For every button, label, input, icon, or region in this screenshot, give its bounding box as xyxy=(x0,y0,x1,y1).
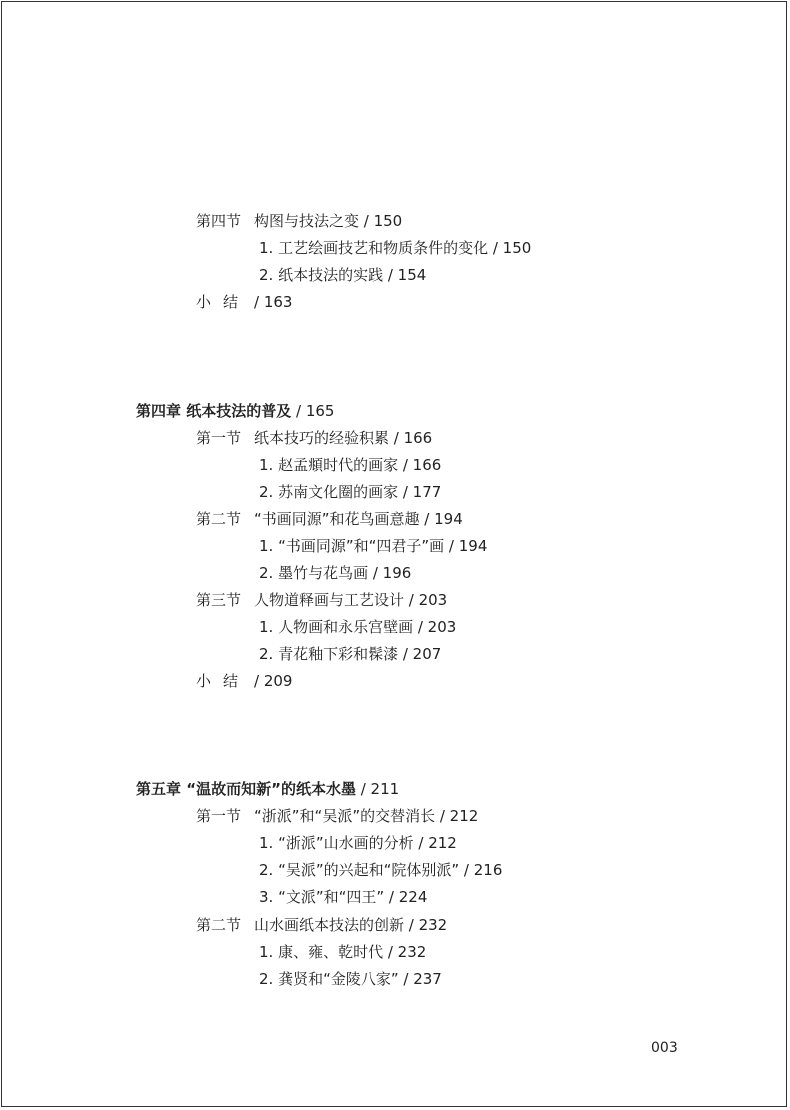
toc-item[interactable]: 1. 人物画和永乐宫壁画 / 203 xyxy=(259,618,457,636)
section-label: 第一节 xyxy=(196,429,242,447)
section-title: 构图与技法之变 / 150 xyxy=(254,212,403,230)
chapter-page: / 165 xyxy=(291,402,335,420)
toc-item[interactable]: 1. “书画同源”和“四君子”画 / 194 xyxy=(259,537,488,555)
toc-section-ch3-4[interactable] xyxy=(196,211,402,231)
summary-label: 小结 xyxy=(196,672,251,690)
toc-section-ch5-2[interactable] xyxy=(196,915,447,935)
section-title: 山水画纸本技法的创新 / 232 xyxy=(254,916,448,934)
chapter-page: / 211 xyxy=(355,780,400,798)
toc-item[interactable]: 1. “浙派”山水画的分析 / 212 xyxy=(259,834,457,852)
toc-item[interactable]: 2. 龚贤和“金陵八家” / 237 xyxy=(259,970,442,988)
section-title: 纸本技巧的经验积累 / 166 xyxy=(254,429,433,447)
section-label: 第二节 xyxy=(196,916,242,934)
toc-item[interactable]: 2. 苏南文化圈的画家 / 177 xyxy=(259,483,442,501)
toc-section-ch4-2[interactable] xyxy=(196,509,463,529)
section-label: 第二节 xyxy=(196,510,242,528)
toc-item[interactable]: 1. 工艺绘画技艺和物质条件的变化 / 150 xyxy=(259,239,532,257)
summary-page: / 209 xyxy=(254,672,293,690)
toc-section-ch5-1[interactable] xyxy=(196,806,478,826)
toc-item[interactable]: 1. 康、雍、乾时代 / 232 xyxy=(259,943,427,961)
toc-item[interactable]: 1. 赵孟頫时代的画家 / 166 xyxy=(259,456,442,474)
section-title: 人物道释画与工艺设计 / 203 xyxy=(254,591,448,609)
toc-item[interactable]: 2. 纸本技法的实践 / 154 xyxy=(259,266,427,284)
toc-chapter-4[interactable] xyxy=(136,401,334,421)
section-title: “浙派”和“吴派”的交替消长 / 212 xyxy=(254,807,479,825)
toc-chapter-5[interactable] xyxy=(136,779,399,799)
section-label: 第一节 xyxy=(196,807,242,825)
toc-section-ch4-1[interactable] xyxy=(196,428,432,448)
summary-label: 小结 xyxy=(196,293,251,311)
chapter-title: 第五章 “温故而知新”的纸本水墨 xyxy=(136,780,356,798)
toc-item[interactable]: 2. “吴派”的兴起和“院体别派” / 216 xyxy=(259,861,503,879)
toc-item[interactable]: 3. “文派”和“四王” / 224 xyxy=(259,888,428,906)
section-title: “书画同源”和花鸟画意趣 / 194 xyxy=(254,510,463,528)
toc-section-ch4-3[interactable] xyxy=(196,590,447,610)
toc-item[interactable]: 2. 青花釉下彩和髹漆 / 207 xyxy=(259,645,442,663)
page-number: 003 xyxy=(651,1040,678,1056)
chapter-title: 第四章 纸本技法的普及 xyxy=(136,402,292,420)
section-label: 第三节 xyxy=(196,591,242,609)
summary-page: / 163 xyxy=(254,293,293,311)
toc-summary-ch3[interactable] xyxy=(196,292,292,312)
section-label: 第四节 xyxy=(196,212,242,230)
toc-summary-ch4[interactable] xyxy=(196,671,292,691)
toc-item[interactable]: 2. 墨竹与花鸟画 / 196 xyxy=(259,564,412,582)
